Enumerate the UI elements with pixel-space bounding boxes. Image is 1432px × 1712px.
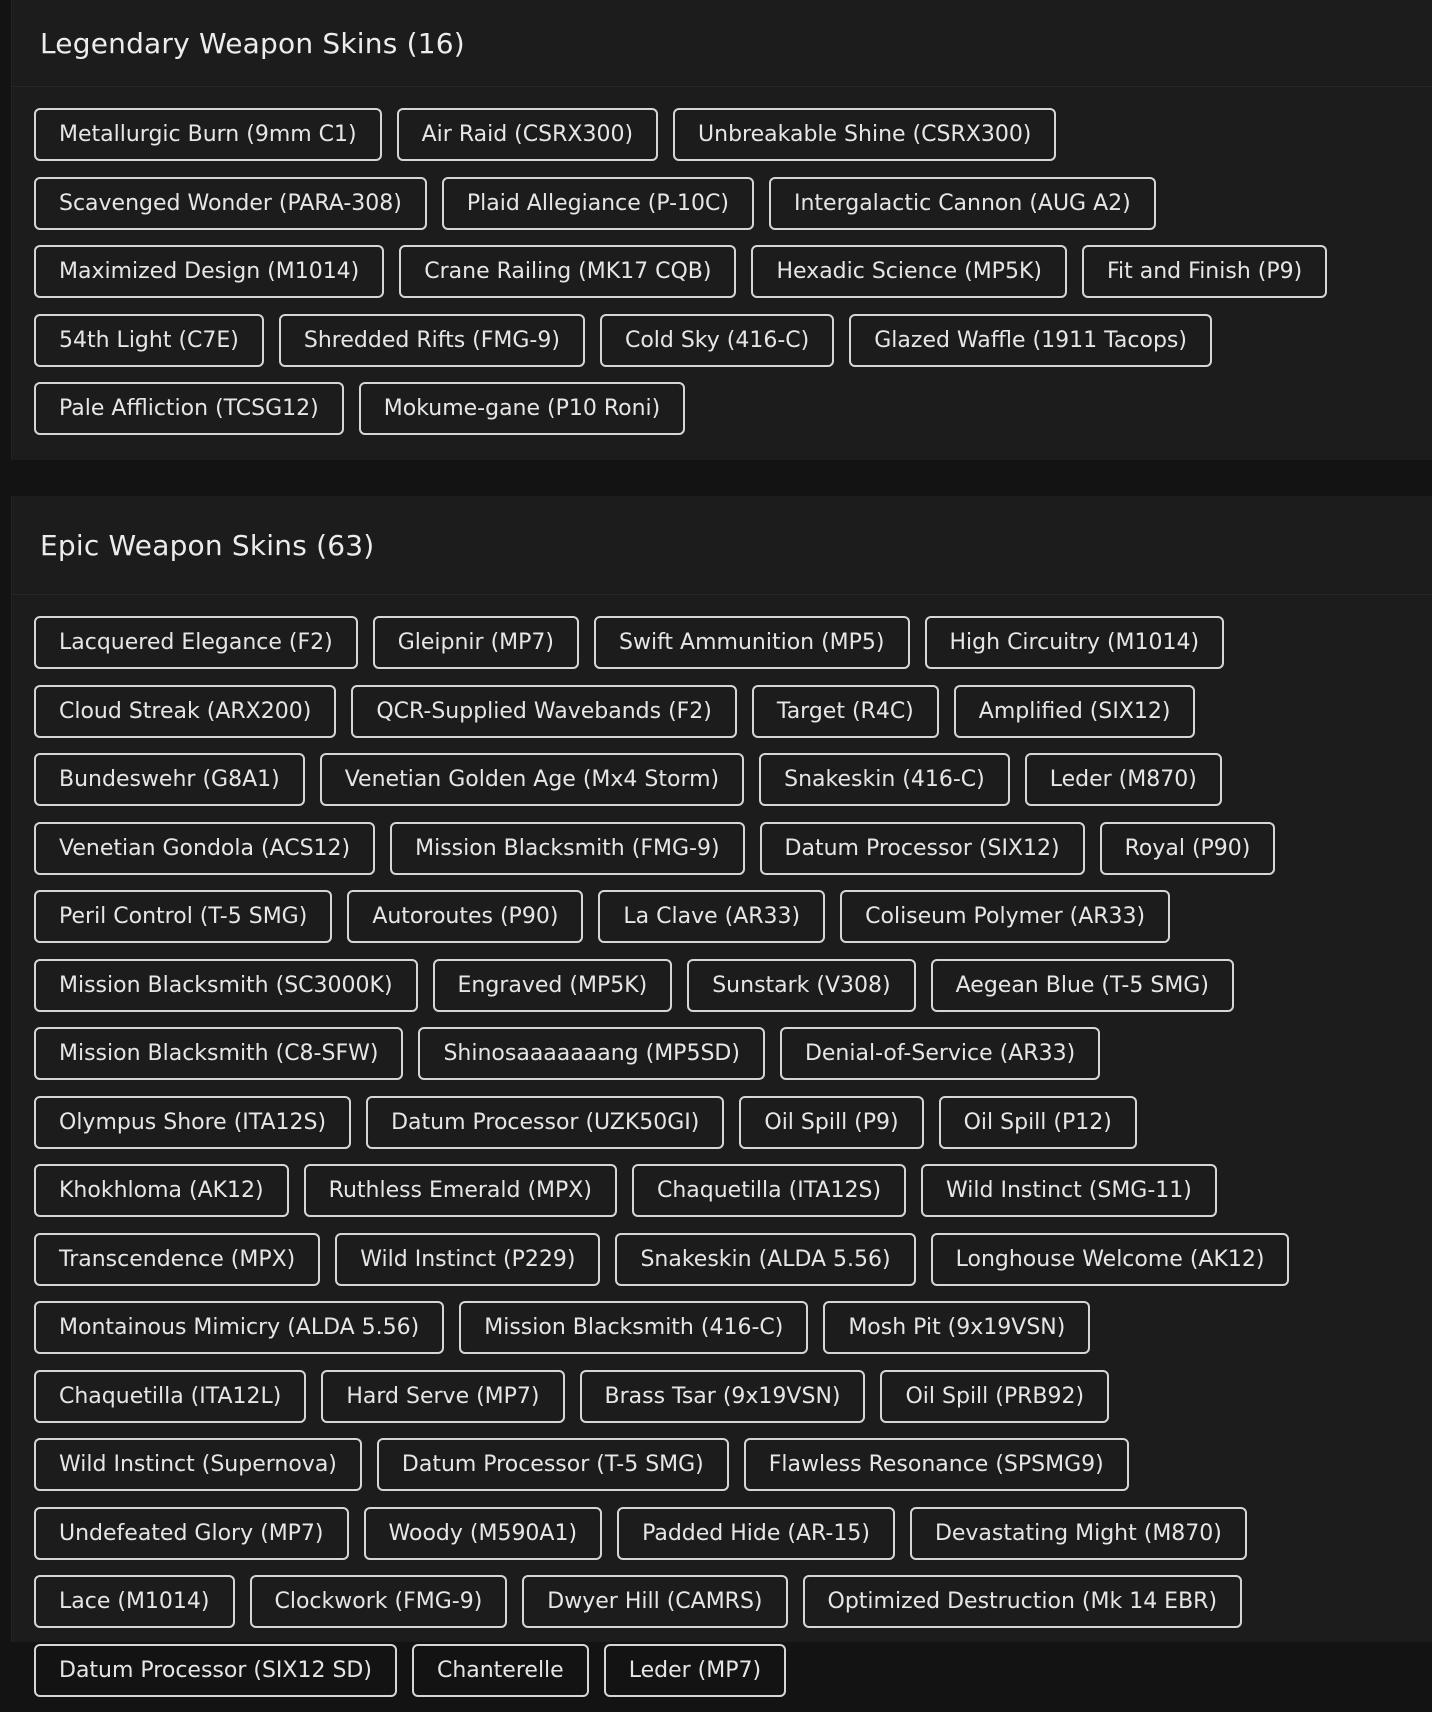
- skin-chip[interactable]: Bundeswehr (G8A1): [34, 753, 305, 806]
- skin-chip[interactable]: Hard Serve (MP7): [321, 1370, 564, 1423]
- skin-chip[interactable]: QCR-Supplied Wavebands (F2): [351, 685, 737, 738]
- skin-chip[interactable]: Venetian Golden Age (Mx4 Storm): [320, 753, 744, 806]
- skin-chip[interactable]: Engraved (MP5K): [433, 959, 673, 1012]
- skin-chip[interactable]: Pale Affliction (TCSG12): [34, 382, 344, 435]
- skin-chip[interactable]: Lace (M1014): [34, 1575, 235, 1628]
- skin-chip[interactable]: Cold Sky (416-C): [600, 314, 834, 367]
- skin-chip[interactable]: Metallurgic Burn (9mm C1): [34, 108, 382, 161]
- skin-chip[interactable]: Wild Instinct (Supernova): [34, 1438, 362, 1491]
- skin-chip[interactable]: Unbreakable Shine (CSRX300): [673, 108, 1056, 161]
- epic-skins-list: [12, 595, 1382, 1712]
- skin-chip[interactable]: Montainous Mimicry (ALDA 5.56): [34, 1301, 444, 1354]
- skin-chip[interactable]: Datum Processor (SIX12 SD): [34, 1644, 397, 1697]
- skin-chip[interactable]: Target (R4C): [752, 685, 939, 738]
- skin-chip[interactable]: Air Raid (CSRX300): [397, 108, 658, 161]
- skin-chip[interactable]: Denial-of-Service (AR33): [780, 1027, 1100, 1080]
- skin-chip[interactable]: Padded Hide (AR-15): [617, 1507, 895, 1560]
- skin-chip[interactable]: Optimized Destruction (Mk 14 EBR): [803, 1575, 1243, 1628]
- skin-chip[interactable]: Flawless Resonance (SPSMG9): [744, 1438, 1129, 1491]
- legendary-skins-panel: [11, 0, 1432, 460]
- skin-chip[interactable]: Khokhloma (AK12): [34, 1164, 289, 1217]
- epic-skins-header: [12, 496, 1432, 595]
- skin-chip[interactable]: La Clave (AR33): [598, 890, 825, 943]
- skin-chip[interactable]: Glazed Waffle (1911 Tacops): [849, 314, 1212, 367]
- skin-chip[interactable]: Peril Control (T-5 SMG): [34, 890, 332, 943]
- skin-chip[interactable]: Olympus Shore (ITA12S): [34, 1096, 351, 1149]
- skin-chip[interactable]: Amplified (SIX12): [954, 685, 1196, 738]
- skin-chip[interactable]: Chanterelle: [412, 1644, 589, 1697]
- skin-chip[interactable]: Coliseum Polymer (AR33): [840, 890, 1170, 943]
- skin-chip[interactable]: Hexadic Science (MP5K): [751, 245, 1066, 298]
- skin-chip[interactable]: Shredded Rifts (FMG-9): [279, 314, 585, 367]
- skin-chip[interactable]: Shinosaaaaaaang (MP5SD): [418, 1027, 764, 1080]
- skin-chip[interactable]: Aegean Blue (T-5 SMG): [931, 959, 1234, 1012]
- skin-chip[interactable]: Maximized Design (M1014): [34, 245, 384, 298]
- skin-chip[interactable]: Snakeskin (ALDA 5.56): [615, 1233, 915, 1286]
- skin-chip[interactable]: Datum Processor (T-5 SMG): [377, 1438, 729, 1491]
- skin-chip[interactable]: Oil Spill (P9): [739, 1096, 923, 1149]
- skin-chip[interactable]: Datum Processor (SIX12): [760, 822, 1085, 875]
- skin-chip[interactable]: Plaid Allegiance (P-10C): [442, 177, 754, 230]
- skin-chip[interactable]: Dwyer Hill (CAMRS): [522, 1575, 787, 1628]
- skin-chip[interactable]: Datum Processor (UZK50GI): [366, 1096, 724, 1149]
- skin-chip[interactable]: Woody (M590A1): [364, 1507, 603, 1560]
- skin-chip[interactable]: Wild Instinct (P229): [335, 1233, 600, 1286]
- skin-chip[interactable]: Mission Blacksmith (C8-SFW): [34, 1027, 403, 1080]
- skin-chip[interactable]: Mission Blacksmith (416-C): [459, 1301, 808, 1354]
- skin-chip[interactable]: Chaquetilla (ITA12L): [34, 1370, 306, 1423]
- skin-chip[interactable]: Mosh Pit (9x19VSN): [823, 1301, 1090, 1354]
- skin-chip[interactable]: 54th Light (C7E): [34, 314, 264, 367]
- skin-chip[interactable]: Autoroutes (P90): [347, 890, 583, 943]
- skin-chip[interactable]: Gleipnir (MP7): [373, 616, 579, 669]
- skin-chip[interactable]: Swift Ammunition (MP5): [594, 616, 910, 669]
- legendary-skins-header: [12, 0, 1432, 87]
- skin-chip[interactable]: Snakeskin (416-C): [759, 753, 1010, 806]
- skin-chip[interactable]: Oil Spill (PRB92): [880, 1370, 1109, 1423]
- skin-chip[interactable]: Ruthless Emerald (MPX): [304, 1164, 617, 1217]
- skin-chip[interactable]: Undefeated Glory (MP7): [34, 1507, 349, 1560]
- epic-skins-title: Epic Weapon Skins (63): [40, 528, 375, 562]
- skin-chip[interactable]: Royal (P90): [1100, 822, 1276, 875]
- skin-chip[interactable]: Mission Blacksmith (SC3000K): [34, 959, 418, 1012]
- skin-chip[interactable]: Wild Instinct (SMG-11): [921, 1164, 1217, 1217]
- skin-chip[interactable]: Crane Railing (MK17 CQB): [399, 245, 736, 298]
- skin-chip[interactable]: Brass Tsar (9x19VSN): [580, 1370, 866, 1423]
- legendary-skins-list: [12, 87, 1382, 451]
- skin-chip[interactable]: High Circuitry (M1014): [925, 616, 1225, 669]
- skin-chip[interactable]: Transcendence (MPX): [34, 1233, 320, 1286]
- legendary-skins-title: Legendary Weapon Skins (16): [40, 26, 465, 60]
- skin-chip[interactable]: Sunstark (V308): [687, 959, 915, 1012]
- skin-chip[interactable]: Leder (MP7): [604, 1644, 786, 1697]
- skin-chip[interactable]: Lacquered Elegance (F2): [34, 616, 358, 669]
- skin-chip[interactable]: Cloud Streak (ARX200): [34, 685, 336, 738]
- skin-chip[interactable]: Scavenged Wonder (PARA-308): [34, 177, 427, 230]
- skin-chip[interactable]: Clockwork (FMG-9): [250, 1575, 508, 1628]
- epic-skins-panel: [11, 496, 1432, 1683]
- skin-chip[interactable]: Oil Spill (P12): [939, 1096, 1137, 1149]
- skin-chip[interactable]: Fit and Finish (P9): [1082, 245, 1327, 298]
- skin-chip[interactable]: Leder (M870): [1025, 753, 1222, 806]
- skin-chip[interactable]: Devastating Might (M870): [910, 1507, 1247, 1560]
- skin-chip[interactable]: Mokume-gane (P10 Roni): [359, 382, 686, 435]
- skin-chip[interactable]: Longhouse Welcome (AK12): [931, 1233, 1290, 1286]
- skin-chip[interactable]: Venetian Gondola (ACS12): [34, 822, 375, 875]
- skin-chip[interactable]: Intergalactic Cannon (AUG A2): [769, 177, 1156, 230]
- skin-chip[interactable]: Mission Blacksmith (FMG-9): [390, 822, 744, 875]
- skin-chip[interactable]: Chaquetilla (ITA12S): [632, 1164, 906, 1217]
